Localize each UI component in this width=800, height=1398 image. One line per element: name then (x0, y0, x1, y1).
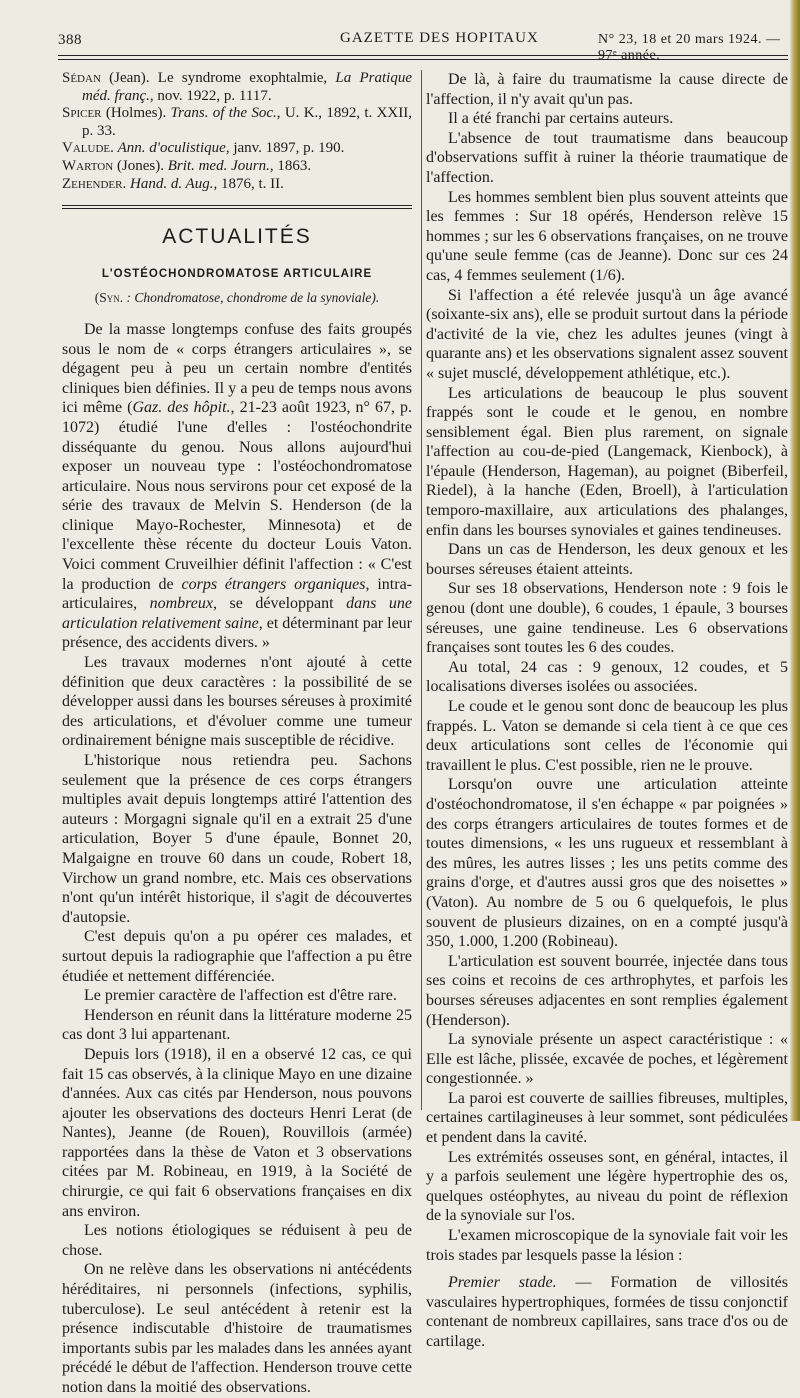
body-paragraph: La synoviale présente un aspect caractéristique : « Elle est lâche, plissée, excavée de poches, et légèrement congestionnée. » (426, 1031, 788, 1088)
body-paragraph: Lorsqu'on ouvre une articulation atteinte d'ostéochondromatose, il s'en échappe « par poignées » des corps étrangers articulaires de toutes formes et de toutes dimensions, « les uns rugueux et ressemblant à des mûres, les autres lisses ; les uns petits comme des grains d'orge, et d'autres aussi gros que des noisettes » (Vaton). Au nombre de 5 ou 6 quelquefois, le plus souvent de plusieurs dizaines, on en a compté jusqu'à 350, 1.000, 1.200 (Robineau). (426, 776, 788, 951)
column-divider (421, 70, 422, 1110)
journal-title: GAZETTE DES HOPITAUX (340, 30, 539, 46)
reference-item: Spicer (Holmes). Trans. of the Soc., U. K., 1892, t. XXII, p. 33. (62, 105, 412, 139)
body-paragraph: Les travaux modernes n'ont ajouté à cette définition que deux caractères : la possibilité de se développer aussi dans les bourses séreuses à proximité des articulations, et d'évoluer comme une tumeur ordinairement bénigne mais susceptible de récidive. (62, 654, 412, 750)
header-rule-thin (58, 59, 788, 60)
body-paragraph: Les notions étiologiques se réduisent à peu de chose. (62, 1222, 412, 1259)
body-paragraph: L'absence de tout traumatisme dans beaucoup d'observations suffit à ruiner la théorie traumatique de l'affection. (426, 129, 788, 186)
reference-item: Zehender. Hand. d. Aug., 1876, t. II. (62, 175, 284, 192)
body-paragraph: Le premier caractère de l'affection est d'être rare. (84, 987, 397, 1005)
body-paragraph: Il a été franchi par certains auteurs. (448, 110, 674, 128)
body-paragraph: Dans un cas de Henderson, les deux genoux et les bourses séreuses étaient atteints. (426, 541, 788, 578)
section-title: ACTUALITÉS (162, 225, 312, 249)
body-paragraph: Depuis lors (1918), il en a observé 12 cas, ce qui fait 15 cas observés, à la clinique Mayo en une dizaine d'années. Aux cas cités par Henderson, nous pouvons ajouter les observations des docteurs Henri Lerat (de Nantes), Jeanne (de Rouen), Rouvillois (armée) rapportées dans la thèse de Vaton et 3 observations citées par M. Robineau, en 1919, à la Société de chirurgie, ce qui fait 6 observations françaises en dix ans environ. (62, 1045, 412, 1220)
body-paragraph: La paroi est couverte de saillies fibreuses, multiples, certaines cartilagineuses à leur sommet, sont pédiculées et pendent dans la cavité. (426, 1089, 788, 1147)
body-paragraph: On ne relève dans les observations ni antécédents héréditaires, ni personnels (infections, syphilis, tuberculose). Le seul antécédent à retenir est la présence indiscutable d'histoire de traumatismes importants subis par les malades dans les années ayant précédé le début de l'affection. Henderson trouve cette notion dans la moitié des observations. (62, 1261, 412, 1396)
issue-info: N° 23, 18 et 20 mars 1924. — 97ᵉ année. (598, 32, 781, 63)
article-title: L'OSTÉOCHONDROMATOSE ARTICULAIRE (101, 267, 373, 280)
body-paragraph: Les extrémités osseuses sont, en général, intactes, il y a parfois seulement une légère hypertrophie des os, quelques ostéophytes, au niveau du point de réflexion de la synoviale sur l'os. (426, 1148, 788, 1225)
body-paragraph: L'historique nous retiendra peu. Sachons seulement que la présence de ces corps étrangers multiples avait depuis longtemps attiré l'attention des auteurs : Morgagni signale qu'il en a extrait 25 d'une articulation, Boyer 5 d'une épaule, Bonnet 20, Malgaigne en trouve 60 dans un coude, Robert 18, Virchow un grand nombre, etc. Mais ces observations n'ont qu'un intérêt historique, il s'agit de découvertes d'autopsie. (62, 752, 412, 926)
body-paragraph: C'est depuis qu'on a pu opérer ces malades, et surtout depuis la radiographie que l'affection a pu être étudiée et nettement différenciée. (62, 928, 412, 985)
reference-list (62, 70, 412, 193)
reference-item: Sédan (Jean). Le syndrome exophtalmie, La Pratique méd. franç., nov. 1922, p. 1117. (62, 70, 413, 104)
right-column (426, 70, 788, 1352)
page-number: 388 (58, 32, 82, 48)
header-rule (58, 55, 788, 56)
body-paragraph: Premier stade. — Formation de villosités vasculaires hypertrophiques, formées de tissu conjonctif contenant de nombreux capillaires, sans trace d'os ou de cartilage. (426, 1274, 788, 1350)
body-paragraph: De la masse longtemps confuse des faits groupés sous le nom de « corps étrangers articulaires », se dégagent peu à peu un certain nombre d'entités cliniques bien définies. Il y a peu de temps nous avons ici même (Gaz. des hôpit., 21-23 août 1923, n° 67, p. 1072) étudié l'une d'elles : l'ostéochondrite disséquante du genou. Nous allons aujourd'hui exposer un nouveau type : l'ostéochondromatose articulaire. Nous nous servirons pour cet exposé de la série des travaux de Melvin S. Henderson (de la clinique Mayo-Rochester, Minnesota) et de l'excellente thèse récente du docteur Louis Vaton. Voici comment Cruveilhier définit l'affection : « C'est la production de corps étrangers organiques, intra-articulaires, nombreux, se développant dans une articulation relativement saine, et déterminant par leur présence, des accidents divers. » (62, 320, 413, 652)
body-paragraph: L'examen microscopique de la synoviale fait voir les trois stades par lesquels passe la lésion : (426, 1227, 788, 1264)
body-paragraph: De là, à faire du traumatisme la cause directe de l'affection, il n'y avait qu'un pas. (426, 71, 788, 108)
body-paragraph: Sur ses 18 observations, Henderson note : 9 fois le genou (dont une double), 6 coudes, 1 épaule, 3 bourses séreuses, une gaine tendineuse. Les 6 observations françaises sont toutes les 6 des coudes. (426, 580, 788, 657)
section-rule (62, 208, 412, 209)
left-column (62, 70, 412, 1398)
body-paragraph: Au total, 24 cas : 9 genoux, 12 coudes, et 5 localisations diverses isolées ou associées. (426, 658, 788, 696)
section-rule (62, 205, 412, 206)
reference-item: Valude. Ann. d'oculistique, janv. 1897, p. 190. (62, 140, 345, 157)
body-paragraph: Si l'affection a été relevée jusqu'à un âge avancé (soixante-six ans), elle se produit surtout dans la période d'activité de la vie, chez les adultes jeunes (vingt à quarante ans) et les observations signalent assez souvent « sujet musclé, développement athlétique, etc.). (426, 286, 788, 382)
body-paragraph: L'articulation est souvent bourrée, injectée dans tous ses coins et recoins de ces arthrophytes, et parfois les bourses séreuses adjacentes en sont remplies également (Henderson). (426, 952, 788, 1029)
synonyms-line: (Syn. : Chondromatose, chondrome de la synoviale). (94, 290, 380, 306)
body-paragraph: Les hommes semblent bien plus souvent atteints que les femmes : Sur 18 opérés, Henderson relève 15 hommes ; sur les 6 observations françaises, on ne trouve qu'une seule femme (cas de Jeanne). Donc sur ces 24 cas, 4 femmes seulement (1/6). (426, 188, 788, 284)
body-paragraph: Les articulations de beaucoup le plus souvent frappés sont le coude et le genou, en nombre sensiblement égal. Bien plus rarement, on signale l'affection au cou-de-pied (Langemack, Kienbock), à l'épaule (Henderson, Hageman), au poignet (Biberfeil, Riedel), à la hanche (Eden, Broell), à l'articulation temporo-maxillaire, aux articulations des phalanges, enfin dans les bourses synoviales et gaines tendineuses. (426, 384, 788, 539)
body-paragraph: Henderson en réunit dans la littérature moderne 25 cas dont 3 lui appartenant. (62, 1006, 412, 1044)
page-edge (790, 0, 800, 1121)
running-header (58, 28, 788, 63)
reference-item: Warton (Jones). Brit. med. Journ., 1863. (62, 157, 312, 174)
body-paragraph: Le coude et le genou sont donc de beaucoup les plus frappés. L. Vaton se demande si cela tient à ce que ces deux articulations sont celles de l'économie qui travaillent le plus. C'est possible, rien ne le prouve. (426, 698, 788, 774)
